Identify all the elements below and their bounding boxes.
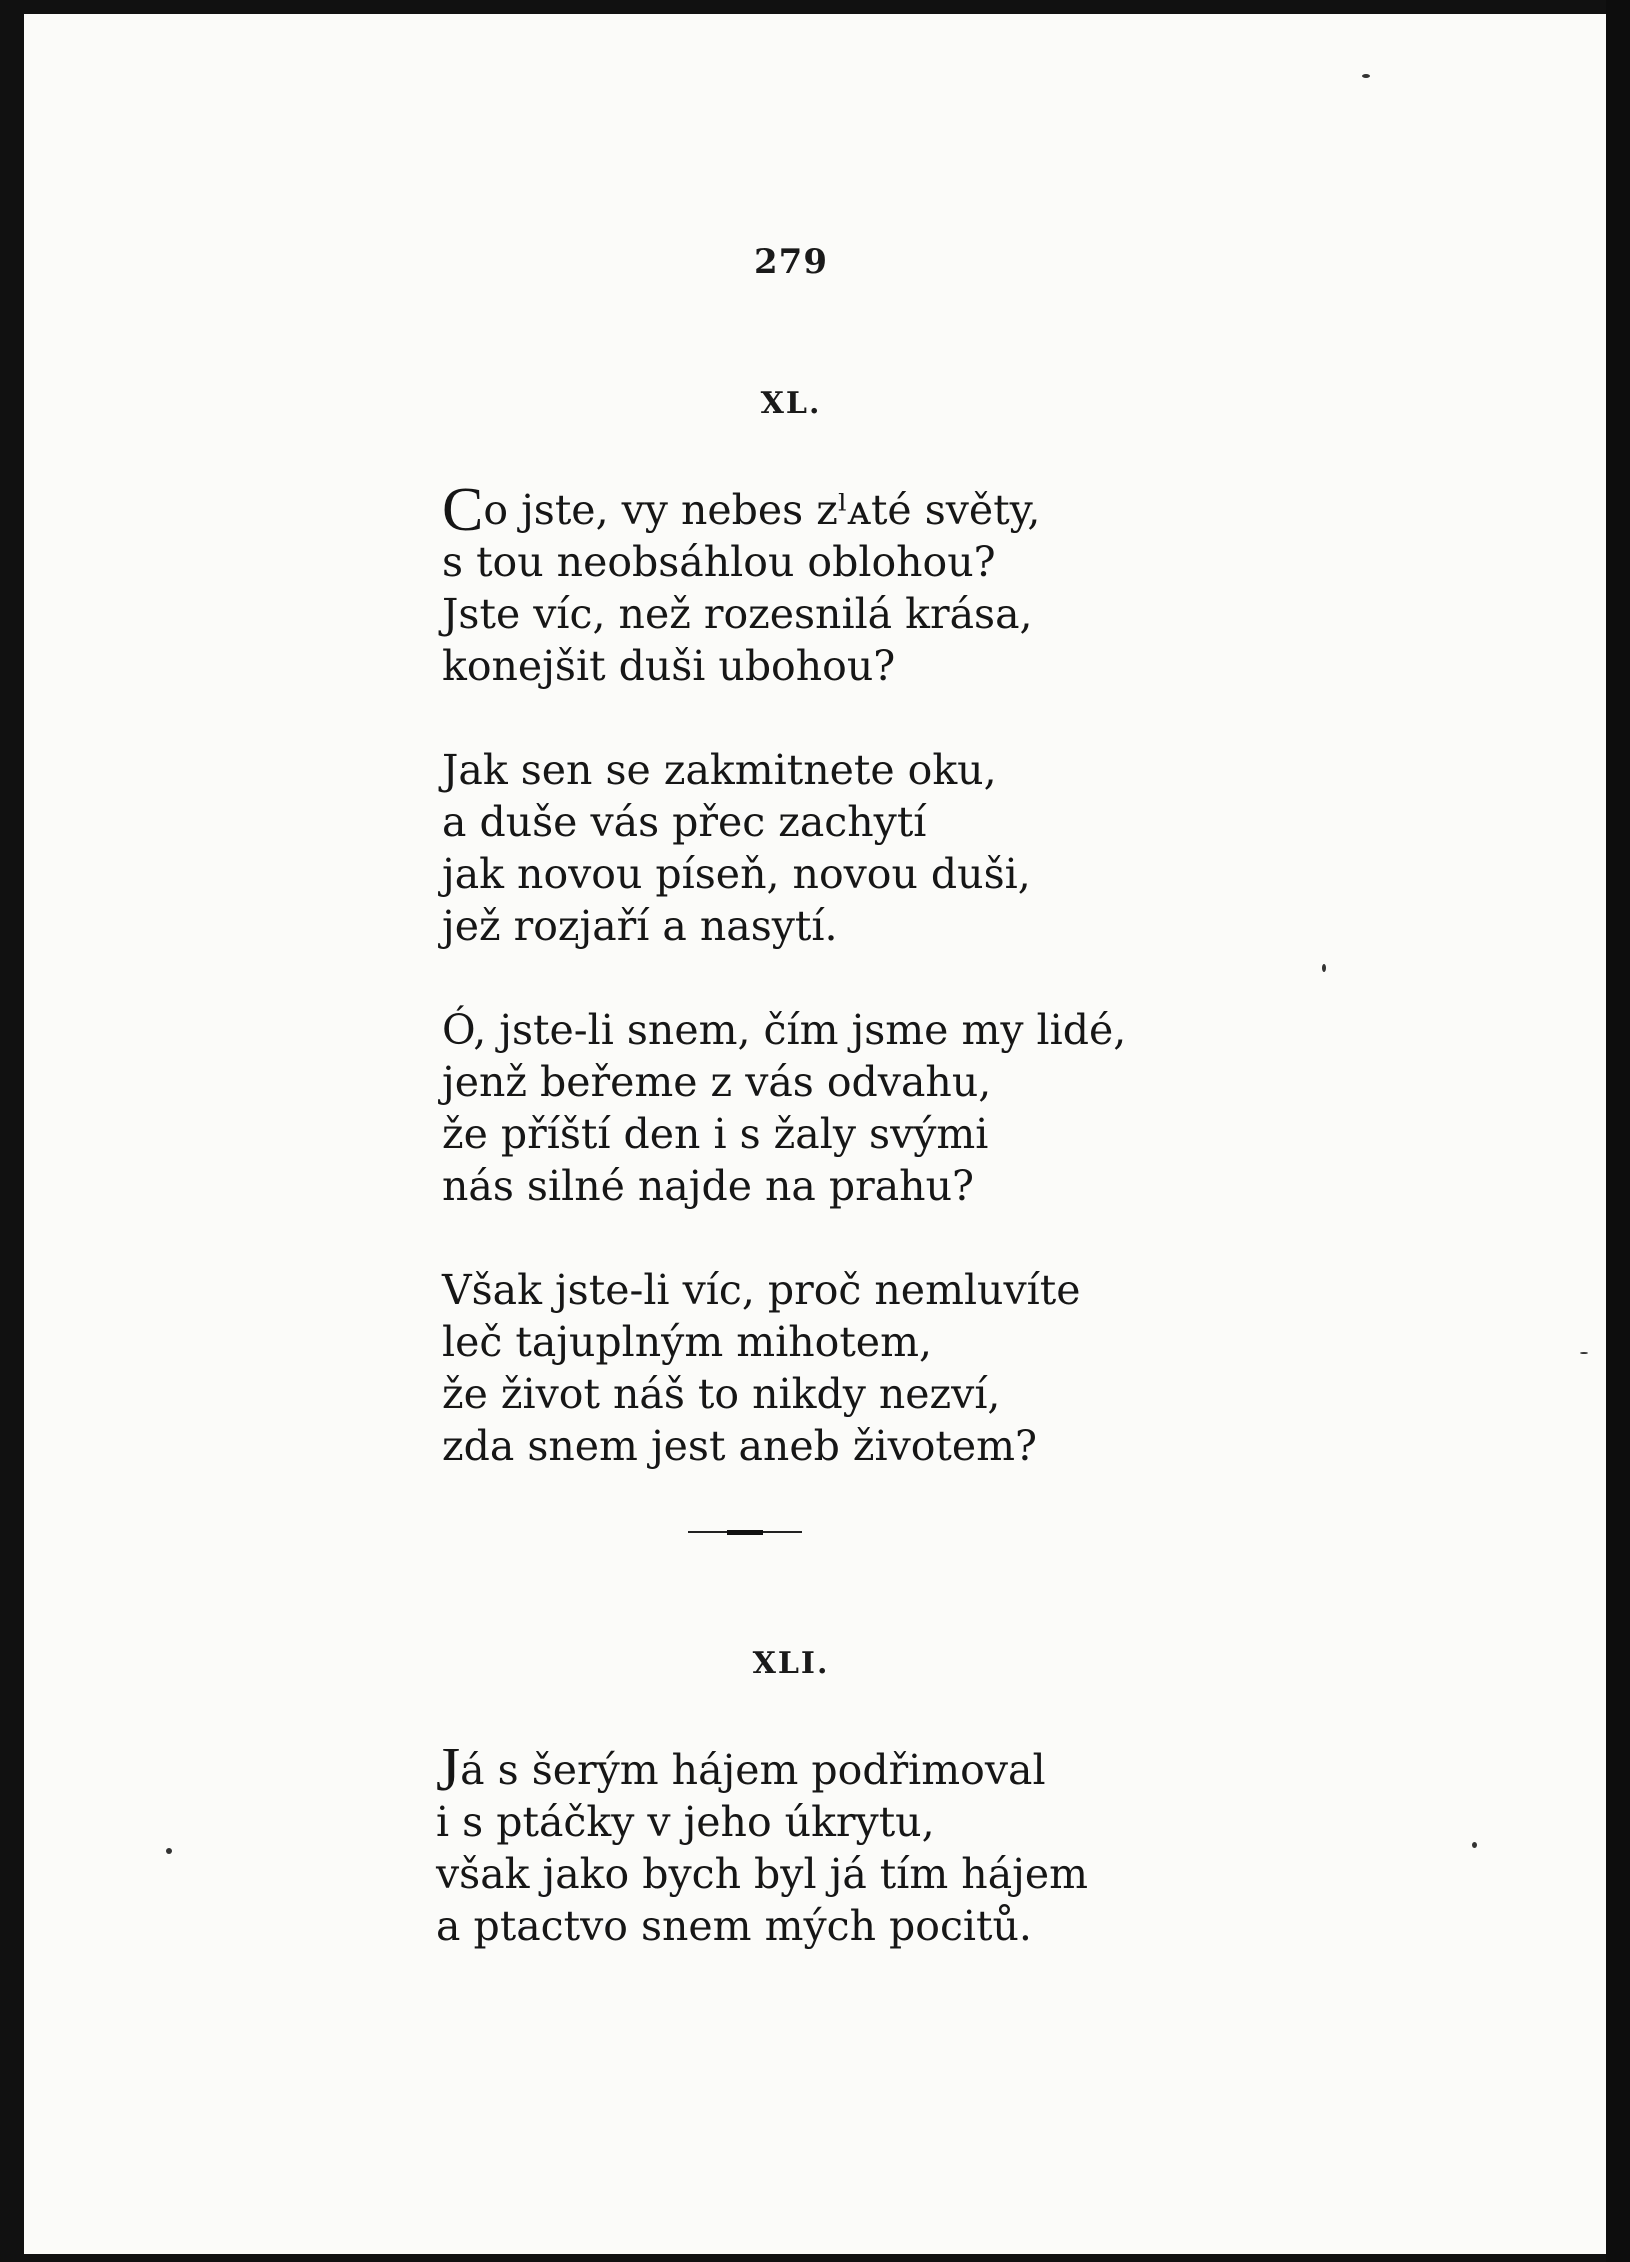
poem-heading-xl: XL. <box>760 386 822 421</box>
verse-line: jenž beřeme z vás odvahu, <box>442 1058 992 1106</box>
verse-line: a duše vás přec zachytí <box>442 798 927 846</box>
verse-line: Však jste-li víc, proč nemluvíte <box>442 1266 1081 1314</box>
divider-rule-right <box>763 1531 802 1533</box>
verse-line: však jako bych byl já tím hájem <box>436 1850 1088 1898</box>
verse-line <box>442 476 1126 544</box>
poem-xl-body <box>442 476 1127 1524</box>
paper-speck <box>1580 1352 1588 1354</box>
verse-line <box>436 1736 1088 1804</box>
paper-speck <box>1322 964 1326 972</box>
stanza <box>436 1736 1088 1952</box>
verse-line: i s ptáčky v jeho úkrytu, <box>436 1798 935 1846</box>
initial-capital: J <box>436 1736 461 1804</box>
verse-line: zda snem jest aneb životem? <box>442 1422 1038 1470</box>
stanza <box>442 476 1126 692</box>
verse-line: jež rozjaří a nasytí. <box>442 902 838 950</box>
paper-speck <box>1362 74 1370 78</box>
initial-capital: C <box>442 476 484 544</box>
book-page <box>24 14 1606 2254</box>
verse-line: že život náš to nikdy nezví, <box>442 1370 1001 1418</box>
verse-line: že příští den i s žaly svými <box>442 1110 989 1158</box>
verse-line: a ptactvo snem mých pocitů. <box>436 1902 1032 1950</box>
verse-line: Ó, jste-li snem, čím jsme my lidé, <box>442 1006 1127 1054</box>
stanza <box>442 744 1126 952</box>
poem-xli-body <box>436 1736 1088 2004</box>
section-divider <box>688 1530 802 1534</box>
stanza <box>442 1264 1126 1472</box>
verse-line: Jak sen se zakmitnete oku, <box>442 746 997 794</box>
verse-line: leč tajuplným mihotem, <box>442 1318 932 1366</box>
page-number: 279 <box>754 242 828 282</box>
verse-text: o jste, vy nebes zˡᴀté světy, <box>483 486 1041 534</box>
verse-line: jak novou píseň, novou duši, <box>442 850 1031 898</box>
verse-line: nás silné najde na prahu? <box>442 1162 974 1210</box>
poem-heading-xli: XLI. <box>752 1646 830 1681</box>
divider-rule-left <box>688 1531 727 1533</box>
stanza <box>442 1004 1126 1212</box>
verse-line: konejšit duši ubohou? <box>442 642 896 690</box>
verse-line: Jste víc, než rozesnilá krása, <box>442 590 1033 638</box>
paper-speck <box>1472 1842 1477 1848</box>
verse-line: s tou neobsáhlou oblohou? <box>442 538 996 586</box>
divider-rule-center <box>727 1530 763 1535</box>
paper-speck <box>166 1848 172 1854</box>
scan-border <box>1606 0 1630 2262</box>
verse-text: á s šerým hájem podřimoval <box>460 1746 1046 1794</box>
